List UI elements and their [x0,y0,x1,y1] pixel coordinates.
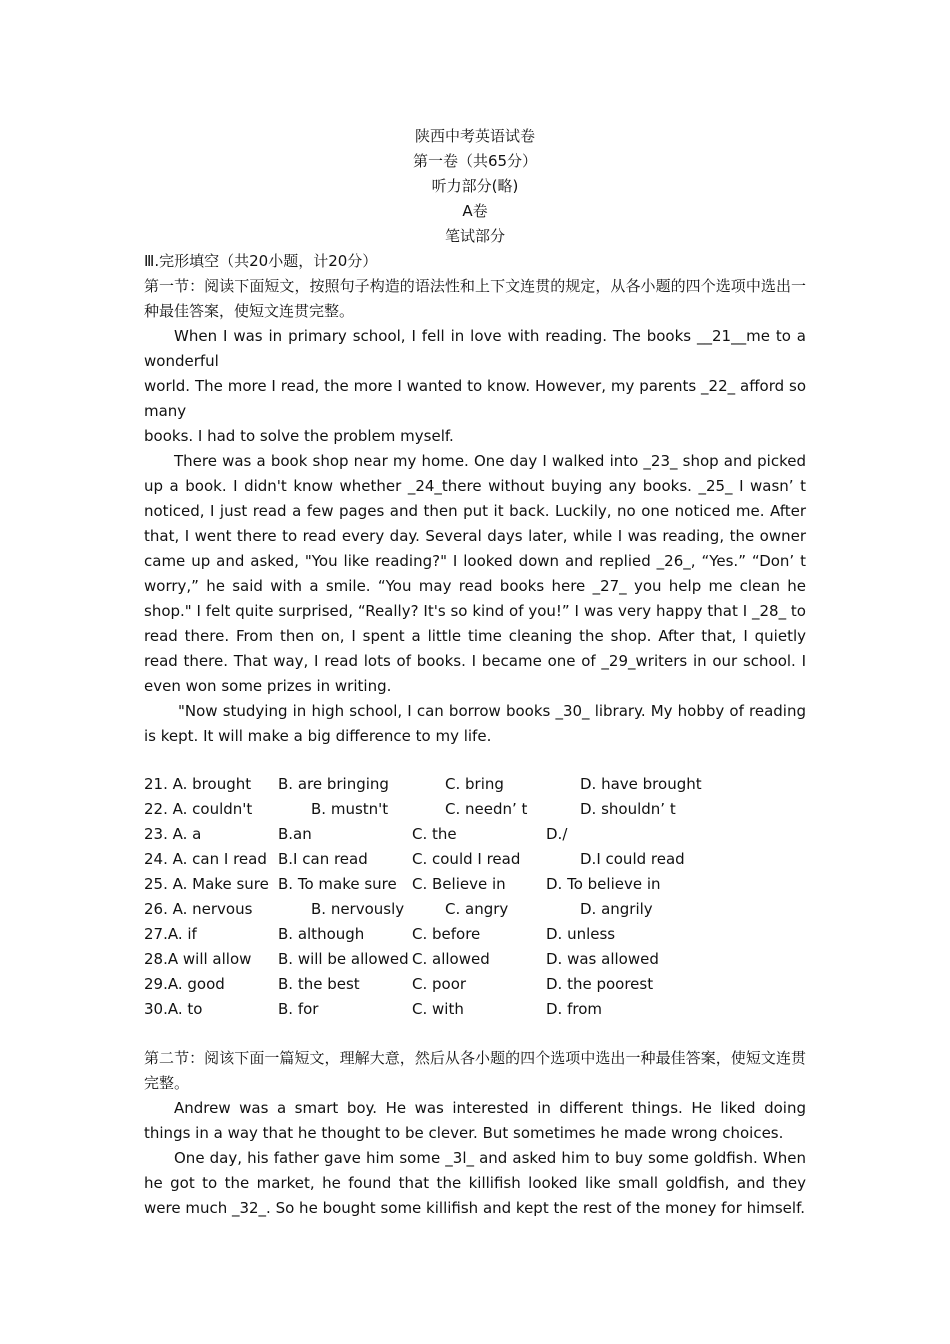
option-23-d: D./ [546,825,568,843]
part2-instruction: 第二节：阅该下面一篇短文，理解大意，然后从各小题的四个选项中选出一种最佳答案，使短文连贯完整。 [144,1049,806,1092]
option-21-a: 21. A. brought [144,775,252,793]
option-25-d: D. To believe in [546,875,661,893]
option-row-24 [144,847,806,872]
option-24-d: D.I could read [580,850,685,868]
passage1-paragraph3: "Now studying in high school, I can borrow books _30_ library. My hobby of reading is kept. It will make a big difference to my life. [144,702,806,745]
option-22-b: B. mustn't [311,800,389,818]
option-24-c: C. could I read [412,850,521,868]
volume-heading: 第一卷（共65分） [412,152,538,170]
option-25-c: C. Believe in [412,875,506,893]
option-row-23 [144,822,806,847]
option-26-d: D. angrily [580,900,653,918]
option-21-c: C. bring [445,775,504,793]
passage1-line3: books. I had to solve the problem myself. [144,427,454,445]
written-heading: 笔试部分 [444,227,505,245]
option-30-d: D. from [546,1000,602,1018]
part2-section [144,1046,806,1221]
option-28-a: 28.A will allow [144,950,252,968]
option-30-a: 30.A. to [144,1000,203,1018]
option-21-d: D. have brought [580,775,702,793]
option-row-26 [144,897,806,922]
section-heading: Ⅲ.完形填空（共20小题，计20分） [144,252,378,270]
option-row-29 [144,972,806,997]
option-21-b: B. are bringing [278,775,389,793]
option-22-d: D. shouldn’ t [580,800,676,818]
option-25-b: B. To make sure [278,875,397,893]
option-23-a: 23. A. a [144,825,202,843]
option-30-b: B. for [278,1000,319,1018]
option-27-a: 27.A. if [144,925,197,943]
exam-title: 陕西中考英语试卷 [414,127,535,145]
option-30-c: C. with [412,1000,464,1018]
option-row-25 [144,872,806,897]
option-row-27 [144,922,806,947]
option-29-a: 29.A. good [144,975,225,993]
option-28-d: D. was allowed [546,950,659,968]
option-26-c: C. angry [445,900,509,918]
option-23-c: C. the [412,825,457,843]
option-24-a: 24. A. can I read [144,850,267,868]
options-list [144,772,806,1022]
option-29-d: D. the poorest [546,975,654,993]
cloze-section [144,249,806,749]
option-28-b: B. will be allowed [278,950,409,968]
passage1-line1: When I was in primary school, I fell in love with reading. The books __21__me to a wonderful [144,327,806,370]
option-27-d: D. unless [546,925,616,943]
option-row-28 [144,947,806,972]
option-28-c: C. allowed [412,950,490,968]
option-row-21 [144,772,806,797]
option-row-30 [144,997,806,1022]
option-22-c: C. needn’ t [445,800,528,818]
option-24-b: B.I can read [278,850,368,868]
option-row-22 [144,797,806,822]
option-29-c: C. poor [412,975,467,993]
option-22-a: 22. A. couldn't [144,800,253,818]
listening-heading: 听力部分(略) [431,177,519,195]
passage1-paragraph2: There was a book shop near my home. One day I walked into _23_ shop and picked up a book. I didn't know whether _24_there without buying any books. _25_ I wasn’ t noticed, I just read a few pages and then put it back. Luckily, no one noticed me. After that, I went there to read every day. Several days later, while I was reading, the owner came up and asked, "You like reading?" I looked down and replied _26_, “Yes.” “Don’ t worry,” he said with a smile. “You may read books here _27_ you help me clean he shop." I felt quite surprised, “Really? It's so kind of you!” I was very happy that I _28_ to read there. From then on, I spent a little time cleaning the shop. After that, I quietly read there. That way, I read lots of books. I became one of _29_writers in our school. I even won some prizes in writing. [144,452,806,695]
option-27-c: C. before [412,925,481,943]
option-29-b: B. the best [278,975,360,993]
passage2-paragraph1: Andrew was a smart boy. He was interested in different things. He liked doing things in a way that he thought to be clever. But sometimes he made wrong choices. [144,1099,806,1142]
option-23-b: B.an [278,825,312,843]
option-26-b: B. nervously [311,900,405,918]
option-26-a: 26. A. nervous [144,900,253,918]
passage2-paragraph2: One day, his father gave him some _3l_ and asked him to buy some goldfish. When he got to the market, he found that the killifish looked like small goldfish, and they were much _32_. So he bought some killifish and kept the rest of the money for himself. [144,1149,806,1217]
part1-instruction: 第一节：阅读下面短文，按照句子构造的语法性和上下文连贯的规定，从各小题的四个选项中选出一种最佳答案，使短文连贯完整。 [144,277,806,320]
option-27-b: B. although [278,925,365,943]
passage1-line2: world. The more I read, the more I wanted to know. However, my parents _22_ afford so many [144,377,806,420]
option-25-a: 25. A. Make sure [144,875,269,893]
paper-heading: A卷 [462,202,488,220]
